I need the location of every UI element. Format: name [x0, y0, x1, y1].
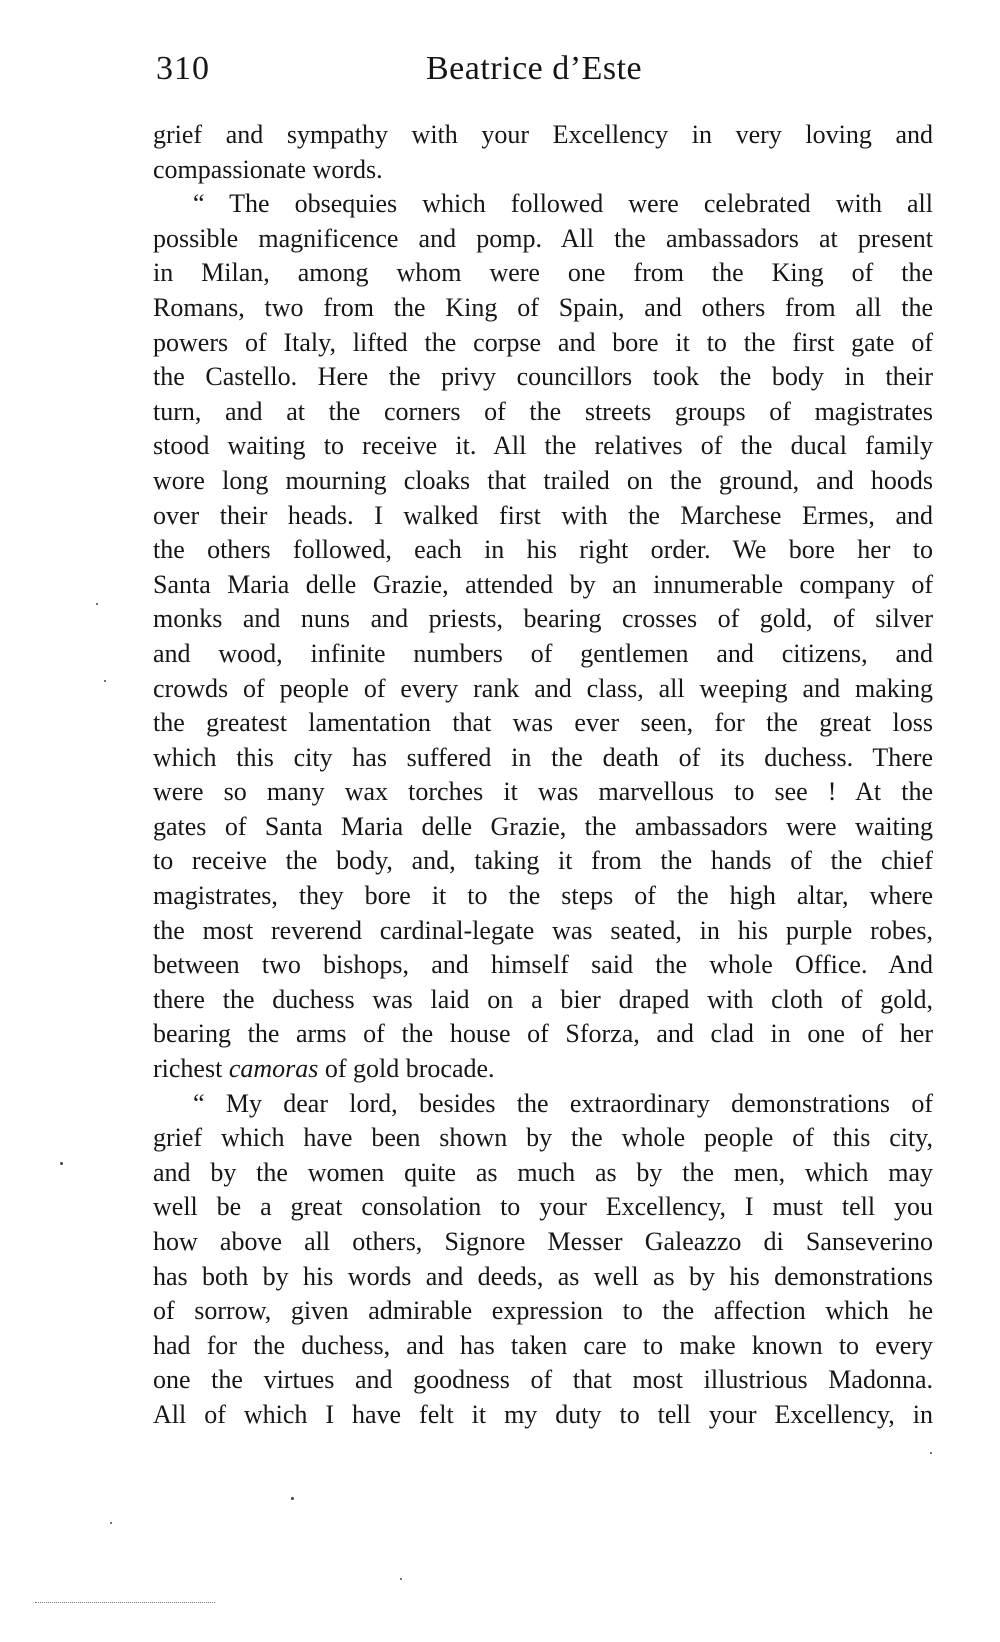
- text-line: [153, 1398, 933, 1433]
- text-segment: of gold brocade.: [318, 1054, 495, 1084]
- text-segment: “ The obsequies which followed were celebrated with all: [193, 189, 933, 219]
- text-segment: how above all others, Signore Messer Galeazzo di Sanseverino: [153, 1227, 933, 1256]
- text-line: [153, 1121, 933, 1156]
- text-line: [153, 187, 933, 222]
- text-segment: grief and sympathy with your Excellency in very loving and: [153, 120, 933, 149]
- text-segment: monks and nuns and priests, bearing crosses of gold, of silver: [153, 604, 933, 634]
- text-segment: wore long mourning cloaks that trailed on the ground, and hoods: [153, 465, 933, 495]
- text-line: [153, 1017, 933, 1052]
- text-segment: and by the women quite as much as by the men, which may: [153, 1157, 933, 1187]
- text-segment: there the duchess was laid on a bier draped with cloth of gold,: [153, 984, 933, 1014]
- text-segment: All of which I have felt it my duty to tell your Excellency, in: [153, 1399, 933, 1429]
- text-line: [153, 672, 933, 707]
- scan-dotted-rule: [35, 1602, 215, 1605]
- page-title: Beatrice d’Este: [426, 50, 643, 87]
- text-segment: bearing the arms of the house of Sforza, and clad in one of her: [153, 1019, 933, 1049]
- text-line: [153, 222, 933, 257]
- text-line: [153, 1260, 933, 1295]
- text-line: [153, 1087, 933, 1122]
- text-line: [153, 395, 933, 430]
- text-line: [153, 1294, 933, 1329]
- text-line: [153, 914, 933, 949]
- text-segment: over their heads. I walked first with the Marchese Ermes, and: [153, 500, 933, 530]
- text-line: [153, 464, 933, 499]
- text-segment: in Milan, among whom were one from the King of the: [153, 258, 933, 288]
- text-segment: and wood, infinite numbers of gentlemen and citizens, and: [153, 638, 933, 668]
- text-line: [153, 118, 933, 153]
- text-segment: to receive the body, and, taking it from the hands of the chief: [153, 846, 933, 876]
- text-segment: crowds of people of every rank and class, all weeping and making: [153, 673, 933, 703]
- page-number: 310: [156, 50, 210, 87]
- text-segment: magistrates, they bore it to the steps of the high altar, where: [153, 881, 933, 911]
- text-line: [153, 602, 933, 637]
- text-line: [153, 879, 933, 914]
- text-line: [153, 291, 933, 326]
- text-line: [153, 326, 933, 361]
- text-line: [153, 533, 933, 568]
- text-segment: grief which have been shown by the whole people of this city,: [153, 1123, 933, 1153]
- text-line: [153, 844, 933, 879]
- text-line: [153, 1225, 933, 1260]
- text-line: [153, 360, 933, 395]
- running-head: [156, 50, 976, 100]
- text-line: [153, 741, 933, 776]
- text-line: [153, 1156, 933, 1191]
- text-segment: the greatest lamentation that was ever seen, for the great loss: [153, 708, 933, 738]
- text-segment: one the virtues and goodness of that most illustrious Madonna.: [153, 1365, 933, 1395]
- text-segment: between two bishops, and himself said the whole Office. And: [153, 950, 933, 980]
- text-segment: possible magnificence and pomp. All the ambassadors at present: [153, 223, 933, 253]
- text-line: [153, 153, 933, 188]
- italic-word: camoras: [228, 1054, 319, 1084]
- text-segment: the most reverend cardinal-legate was seated, in his purple robes,: [153, 915, 933, 945]
- text-segment: Santa Maria delle Grazie, attended by an innumerable company of: [153, 569, 933, 599]
- text-line: [153, 948, 933, 983]
- text-line: [153, 1052, 933, 1087]
- text-line: [153, 499, 933, 534]
- text-line: [153, 1190, 933, 1225]
- text-segment: of sorrow, given admirable expression to the affection which he: [153, 1296, 933, 1326]
- text-segment: well be a great consolation to your Excellency, I must tell you: [153, 1192, 933, 1222]
- text-line: [153, 983, 933, 1018]
- text-segment: powers of Italy, lifted the corpse and bore it to the first gate of: [153, 327, 933, 357]
- text-segment: the Castello. Here the privy councillors took the body in their: [153, 362, 933, 392]
- text-segment: “ My dear lord, besides the extraordinary demonstrations of: [193, 1088, 933, 1118]
- text-segment: which this city has suffered in the death of its duchess. There: [153, 742, 933, 772]
- text-line: [153, 706, 933, 741]
- text-line: [153, 1363, 933, 1398]
- text-segment: stood waiting to receive it. All the relatives of the ducal family: [153, 431, 933, 461]
- text-line: [153, 429, 933, 464]
- text-segment: compassionate words.: [153, 154, 383, 184]
- text-segment: turn, and at the corners of the streets groups of magistrates: [153, 396, 933, 426]
- text-segment: Romans, two from the King of Spain, and others from all the: [153, 292, 933, 322]
- text-line: [153, 775, 933, 810]
- text-segment: the others followed, each in his right order. We bore her to: [153, 535, 933, 565]
- text-segment: had for the duchess, and has taken care to make known to every: [153, 1330, 933, 1360]
- text-line: [153, 637, 933, 672]
- text-line: [153, 256, 933, 291]
- text-line: [153, 1329, 933, 1364]
- text-segment: has both by his words and deeds, as well as by his demonstrations: [153, 1261, 933, 1291]
- body-text: [153, 118, 933, 1433]
- text-line: [153, 810, 933, 845]
- text-segment: gates of Santa Maria delle Grazie, the ambassadors were waiting: [153, 811, 933, 841]
- text-segment: were so many wax torches it was marvellous to see ! At the: [153, 777, 933, 807]
- text-line: [153, 568, 933, 603]
- text-segment: richest: [153, 1054, 229, 1084]
